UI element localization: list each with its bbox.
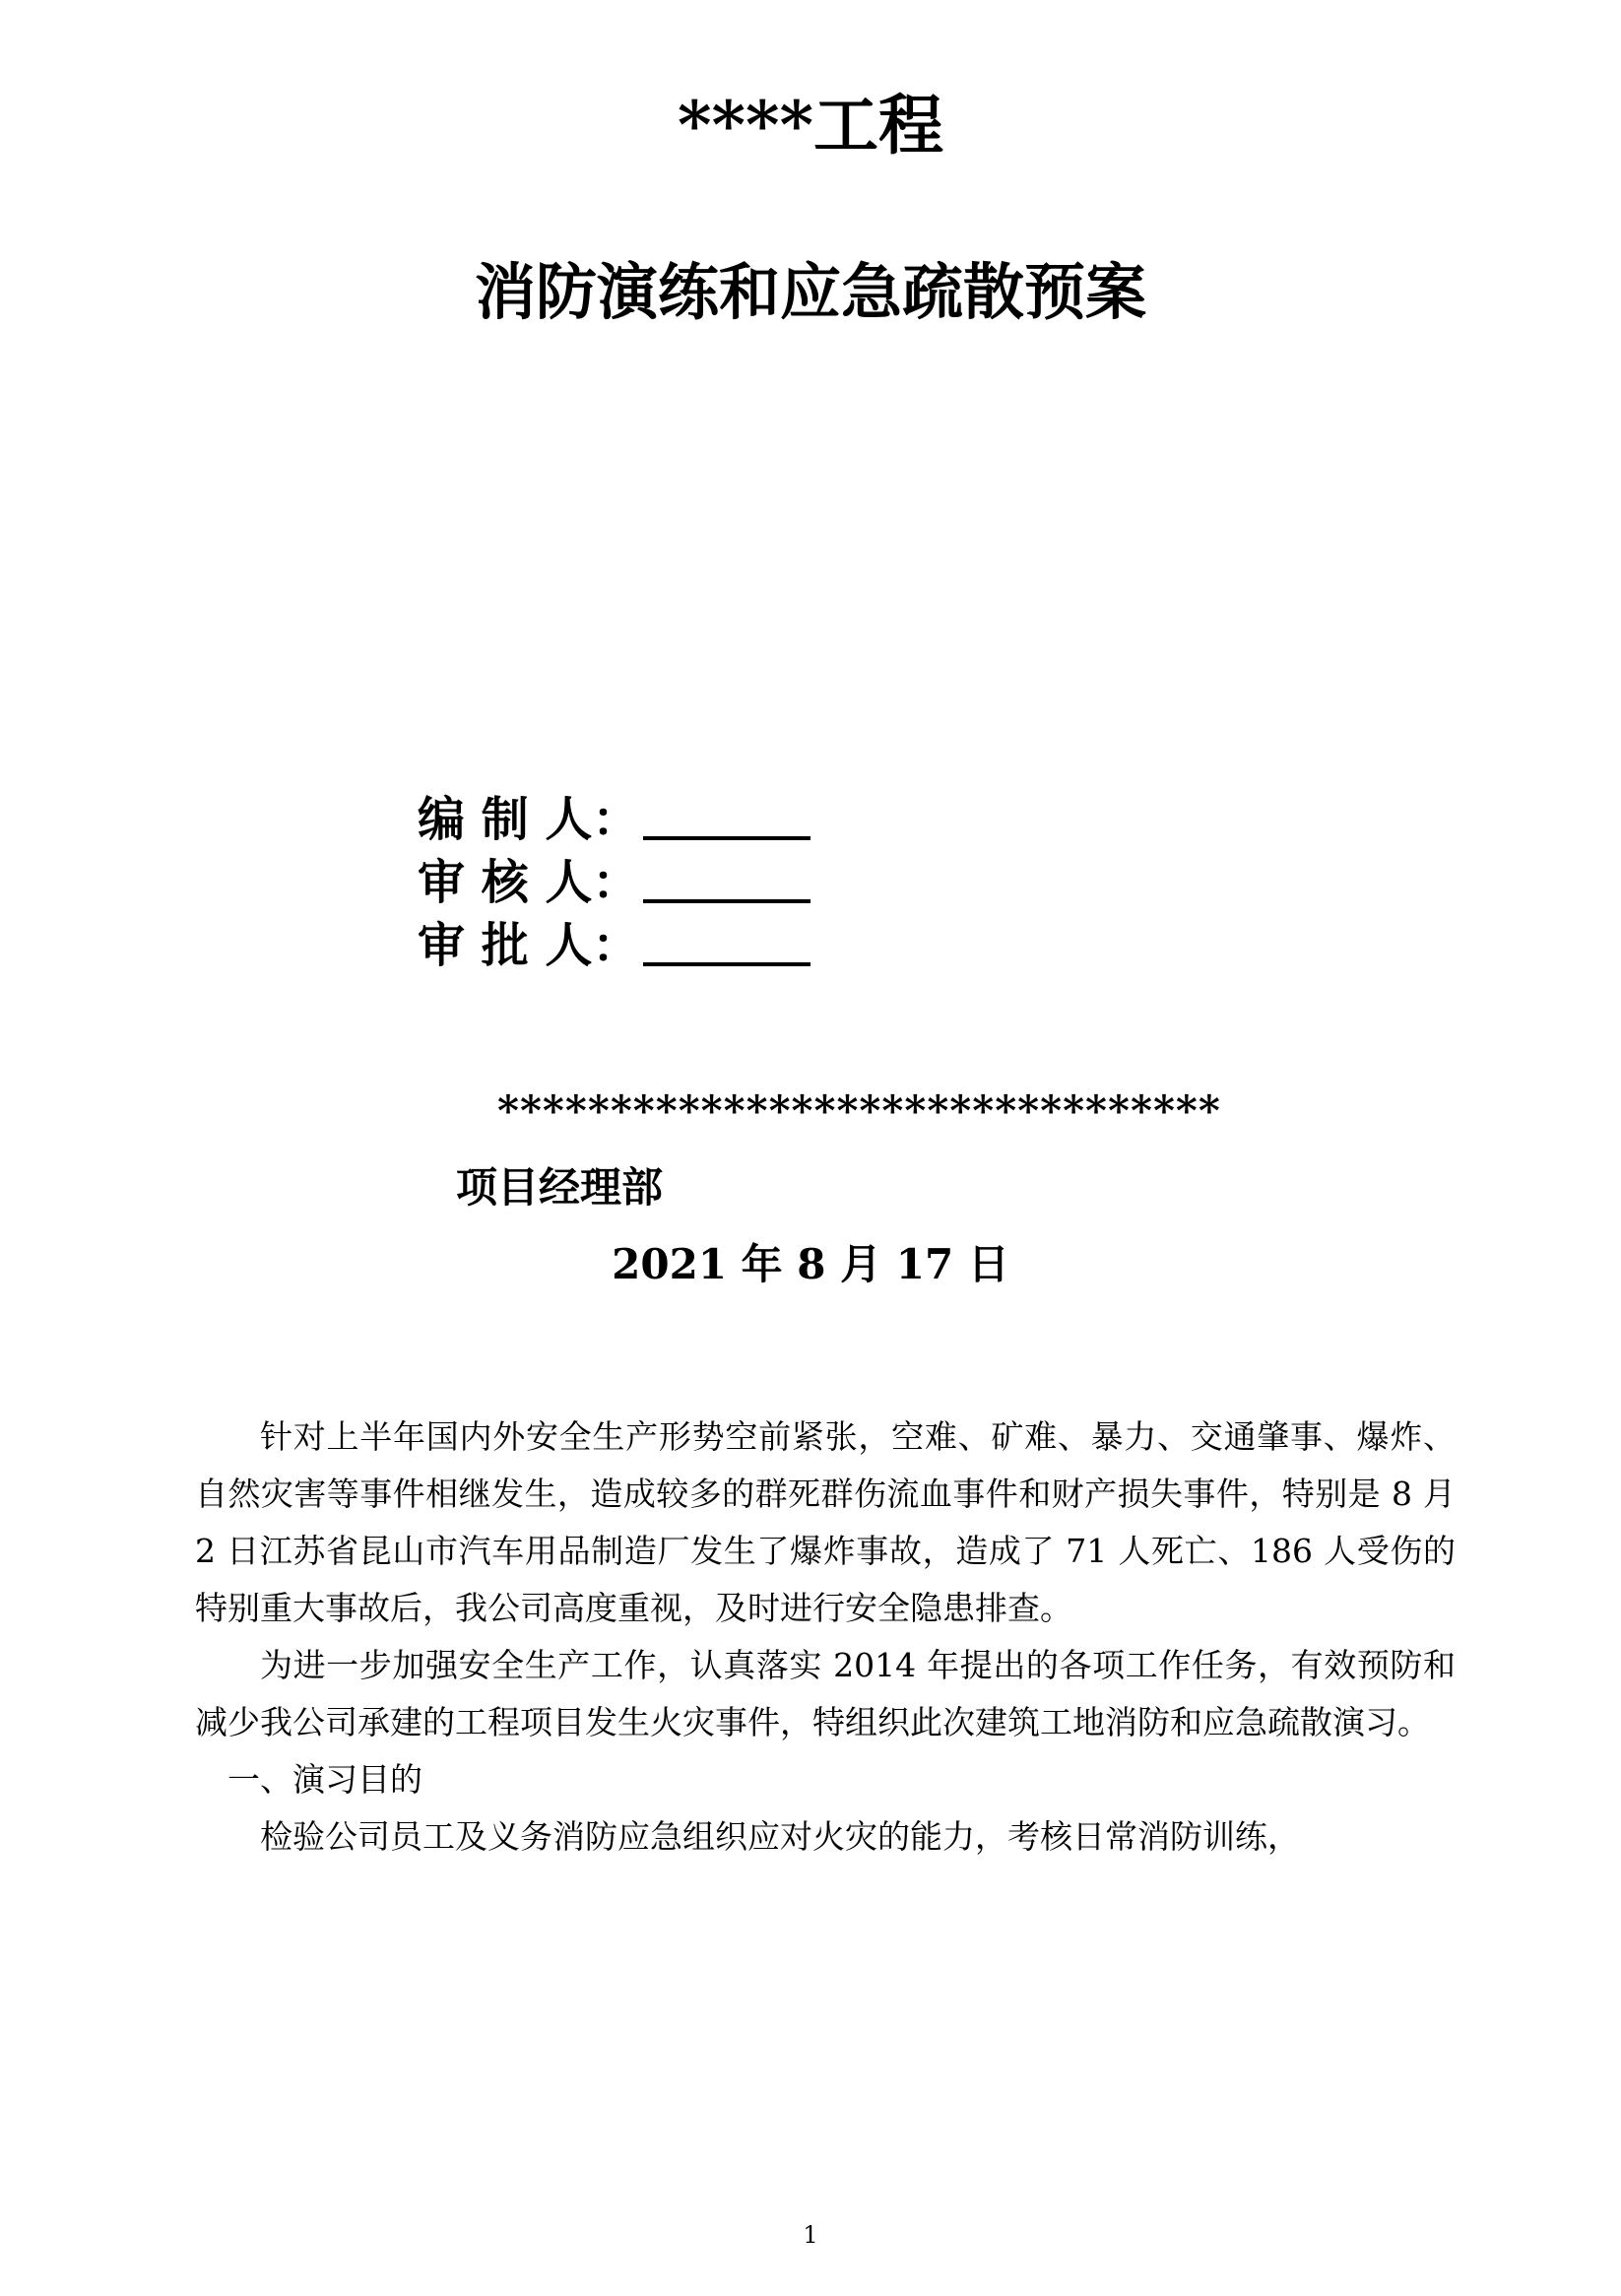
signature-row-compiler bbox=[418, 786, 810, 849]
document-date: 2021 年 8 月 17 日 bbox=[612, 1240, 1009, 1288]
signature-label: 编 制 人： bbox=[418, 792, 640, 847]
body-text bbox=[195, 1409, 1456, 1866]
body-paragraph: 检验公司员工及义务消防应急组织应对火灾的能力，考核日常消防训练， bbox=[260, 1817, 1300, 1856]
signature-row-approver bbox=[418, 912, 810, 975]
document-title: ****工程 bbox=[677, 87, 944, 164]
signature-label: 审 批 人： bbox=[418, 918, 640, 973]
department-name: 项目经理部 bbox=[456, 1163, 664, 1212]
signature-blank-line bbox=[643, 899, 810, 903]
signature-label: 审 核 人： bbox=[418, 855, 640, 910]
page-number: 1 bbox=[803, 2221, 818, 2249]
signature-blank-line bbox=[643, 962, 810, 966]
body-paragraph: 为进一步加强安全生产工作，认真落实 2014 年提出的各项工作任务，有效预防和减少我公司承建的工程项目发生火灾事件，特组织此次建筑工地消防和应急疏散演习。 bbox=[195, 1646, 1456, 1741]
signature-blank-line bbox=[643, 836, 810, 840]
company-name-placeholder: ******************************** bbox=[497, 1086, 1221, 1135]
document-subtitle: 消防演练和应急疏散预案 bbox=[474, 256, 1146, 328]
section-heading: 一、演习目的 bbox=[227, 1760, 422, 1799]
signature-block bbox=[418, 786, 810, 975]
body-paragraph: 针对上半年国内外安全生产形势空前紧张，空难、矿难、暴力、交通肇事、爆炸、自然灾害等事件相继发生，造成较多的群死群伤流血事件和财产损失事件，特别是 8 月 2 日江苏省昆山市汽车用品制造厂发生了爆炸事故，造成了 71 人死亡、186 人受伤的特别重大事故后，我公司高度重视，及时进行安全隐患排查。 bbox=[195, 1417, 1456, 1627]
signature-row-reviewer bbox=[418, 849, 810, 912]
